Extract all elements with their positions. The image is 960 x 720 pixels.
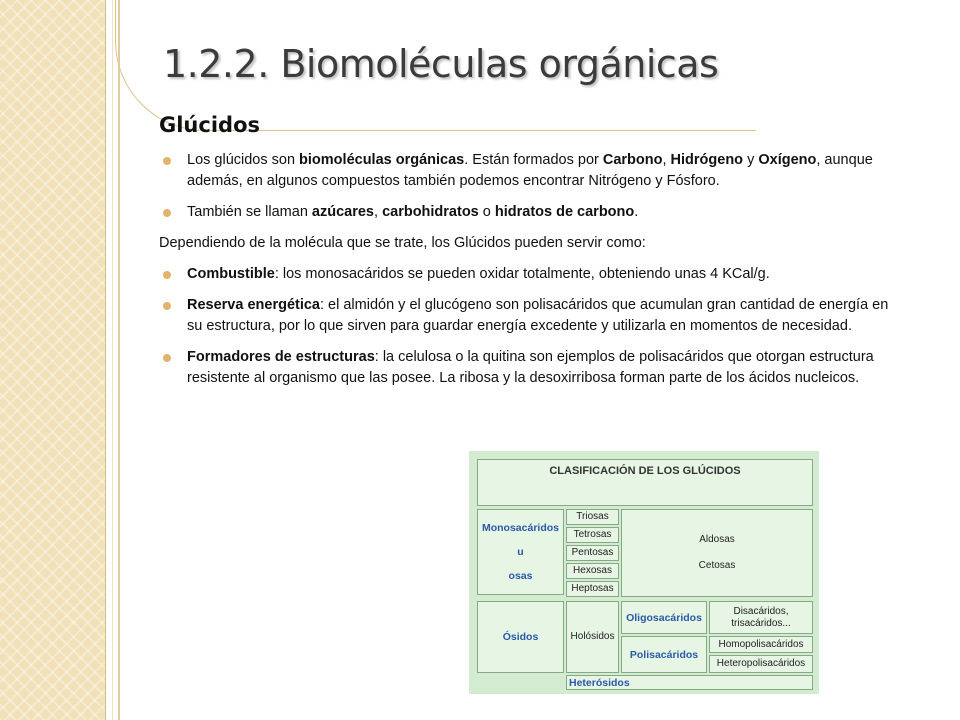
bullet-synonyms: También se llaman azúcares, carbohidratos o hidratos de carbono.: [159, 202, 889, 223]
cell-polisacaridos: Polisacáridos: [621, 636, 707, 673]
cell-holosidos: Holósidos: [566, 601, 619, 673]
bullet-composition: Los glúcidos son biomoléculas orgánicas. Están formados por Carbono, Hidrógeno y Oxígeno, aunque además, en algunos compuestos también podemos encontrar Nitrógeno y Fósforo.: [159, 150, 889, 192]
cell-oligosacaridos: Oligosacáridos: [621, 601, 707, 634]
cell-tetrosas: Tetrosas: [566, 527, 619, 543]
cell-pentosas: Pentosas: [566, 545, 619, 561]
bullet-combustible: Combustible: los monosacáridos se pueden oxidar totalmente, obteniendo unas 4 KCal/g.: [159, 264, 889, 285]
decorative-line: [112, 0, 113, 720]
cell-triosas: Triosas: [566, 509, 619, 525]
decorative-left-strip: [0, 0, 105, 720]
table-header: CLASIFICACIÓN DE LOS GLÚCIDOS: [477, 459, 813, 506]
slide-subtitle: Glúcidos: [159, 113, 260, 137]
bullet-reserva: Reserva energética: el almidón y el glucógeno son polisacáridos que acumulan gran cantidad de energía en su estructura, por lo que sirven para guardar energía excedente y utilizarla en momentos de necesidad.: [159, 295, 889, 337]
cell-heteropolisacaridos: Heteropolisacáridos: [709, 655, 813, 673]
cell-aldosas-cetosas: Aldosas Cetosas: [621, 509, 813, 597]
cell-hexosas: Hexosas: [566, 563, 619, 579]
bullet-estructuras: Formadores de estructuras: la celulosa o la quitina son ejemplos de polisacáridos que otorgan estructura resistente al organismo que las posee. La ribosa y la desoxirribosa forman parte de los ácidos nucleicos.: [159, 347, 887, 389]
cell-heterosidos: Heterósidos: [566, 675, 813, 690]
cell-heptosas: Heptosas: [566, 581, 619, 597]
decorative-line: [118, 0, 120, 720]
functions-intro: Dependiendo de la molécula que se trate, los Glúcidos pueden servir como:: [159, 235, 646, 251]
cell-homopolisacaridos: Homopolisacáridos: [709, 636, 813, 653]
decorative-line: [105, 0, 106, 720]
cell-monosacaridos: Monosacáridos u osas: [477, 509, 564, 595]
cell-disacaridos: Disacáridos, trisacáridos...: [709, 601, 813, 634]
slide-title: 1.2.2. Biomoléculas orgánicas: [163, 42, 719, 86]
cell-osidos: Ósidos: [477, 601, 564, 673]
classification-table: [469, 451, 819, 694]
slide-body: [159, 150, 889, 399]
